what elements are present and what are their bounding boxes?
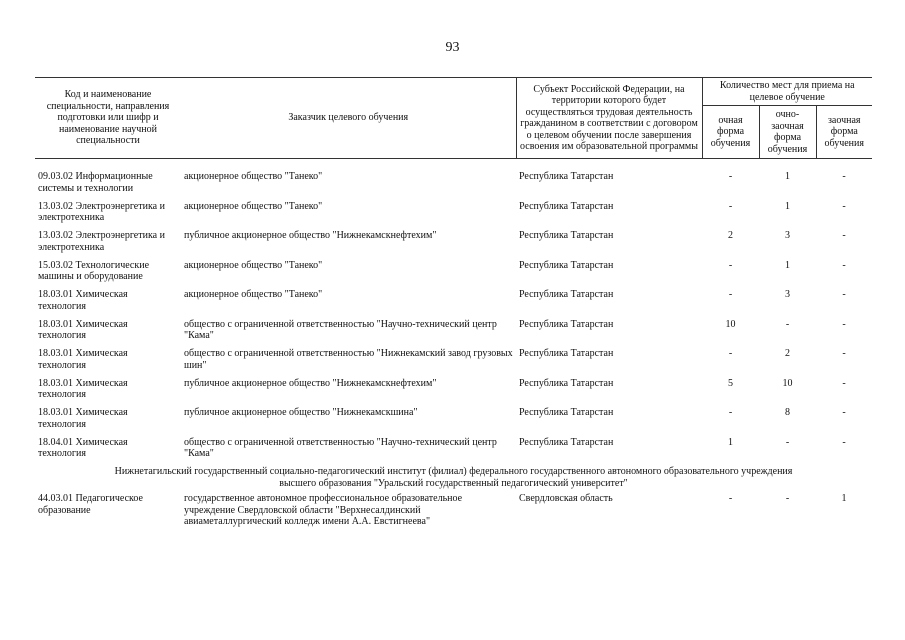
header-subject: Субъект Российской Федерации, на территории которого будет осуществляться трудовая деятельность гражданином в соответствии с договором о целевом обучении после завершения освоения им образовательной программы [516, 78, 702, 159]
cell-extra: - [842, 377, 846, 389]
cell-part: 2 [785, 348, 790, 359]
header-customer: Заказчик целевого обучения [181, 78, 516, 159]
cell-region: Республика Татарстан [519, 289, 614, 300]
cell-code: 15.03.02 Технологические машины и оборудование [38, 259, 150, 282]
cell-part: 3 [785, 289, 790, 300]
table-row [35, 201, 872, 231]
table-row [35, 260, 872, 290]
cell-region: Республика Татарстан [519, 407, 614, 418]
cell-full: 5 [728, 377, 733, 389]
page-number: 93 [445, 40, 460, 55]
cell-full: - [728, 493, 733, 504]
cell-full: - [728, 200, 733, 212]
table-row [35, 230, 872, 260]
cell-customer: общество с ограниченной ответственностью "Нижнекамский завод грузовых шин" [184, 348, 513, 371]
table-row [35, 493, 872, 528]
cell-full: - [728, 259, 733, 271]
cell-extra: - [842, 407, 846, 418]
cell-full: - [728, 171, 733, 182]
cell-extra: - [842, 436, 846, 448]
cell-code: 13.03.02 Электроэнергетика и электротехника [38, 230, 165, 253]
cell-customer: акционерное общество "Танеко" [184, 259, 323, 271]
cell-part: - [785, 318, 790, 330]
cell-extra: - [842, 348, 846, 359]
cell-code: 18.03.01 Химическая технология [38, 348, 128, 371]
cell-code: 18.03.01 Химическая технология [38, 377, 128, 400]
cell-code: 18.04.01 Химическая технология [38, 436, 128, 459]
cell-extra: - [842, 230, 846, 241]
table-row [35, 378, 872, 408]
header-code: Код и наименование специальности, направления подготовки или шифр и наименование научной специальности [35, 78, 181, 159]
cell-code: 18.03.01 Химическая технология [38, 407, 128, 430]
cell-customer: акционерное общество "Танеко" [184, 171, 323, 182]
header-full-time: очная форма обучения [702, 106, 759, 159]
cell-code: 09.03.02 Информационные системы и технологии [38, 171, 153, 194]
cell-customer: акционерное общество "Танеко" [184, 289, 323, 300]
cell-customer: общество с ограниченной ответственностью "Научно-технический центр "Кама" [184, 436, 497, 459]
cell-region: Республика Татарстан [519, 348, 614, 359]
cell-part: 3 [785, 230, 790, 241]
cell-customer: публичное акционерное общество "Нижнекамскнефтехим" [184, 230, 437, 241]
cell-region: Республика Татарстан [519, 436, 614, 448]
cell-extra: - [842, 259, 846, 271]
table-row [35, 407, 872, 437]
header-places: Количество мест для приема на целевое обучение [702, 78, 872, 106]
cell-part: - [785, 436, 790, 448]
institution-name: Нижнетагильский государственный социально-педагогический институт (филиал) федерального государственного автономного образовательного учреждения высшего образования "Уральский государственный педагогический университет" [114, 466, 793, 489]
cell-full: - [728, 289, 733, 300]
cell-region: Свердловская область [519, 493, 613, 504]
cell-region: Республика Татарстан [519, 377, 614, 389]
table-row [35, 171, 872, 201]
cell-customer: акционерное общество "Танеко" [184, 200, 323, 212]
cell-full: 1 [728, 436, 733, 448]
cell-code: 18.03.01 Химическая технология [38, 318, 128, 341]
cell-part: 8 [785, 407, 790, 418]
cell-customer: публичное акционерное общество "Нижнекамскнефтехим" [184, 377, 437, 389]
table-row [35, 348, 872, 378]
table-row [35, 289, 872, 319]
cell-extra: - [842, 289, 846, 300]
cell-extra: - [842, 318, 846, 330]
cell-code: 18.03.01 Химическая технология [38, 289, 128, 312]
cell-part: - [785, 493, 790, 504]
header-extramural: заочная форма обучения [816, 106, 872, 159]
cell-customer: государственное автономное профессиональное образовательное учреждение Свердловской области "Верхнесалдинский авиаметаллургический колледж имени А.А. Евстигнеева" [184, 493, 463, 527]
cell-customer: публичное акционерное общество "Нижнекамскшина" [184, 407, 418, 418]
cell-region: Республика Татарстан [519, 318, 614, 330]
cell-extra: - [842, 171, 846, 182]
cell-part: 1 [785, 171, 790, 182]
cell-extra: - [842, 200, 846, 212]
cell-part: 1 [785, 259, 790, 271]
cell-part: 10 [782, 377, 793, 389]
cell-part: 1 [785, 200, 790, 212]
cell-code: 13.03.02 Электроэнергетика и электротехника [38, 200, 165, 223]
cell-full: - [728, 348, 733, 359]
target-training-table [35, 77, 872, 528]
cell-full: 2 [728, 230, 733, 241]
header-part-time: очно-заочная форма обучения [759, 106, 816, 159]
cell-extra: 1 [841, 493, 847, 504]
cell-region: Республика Татарстан [519, 171, 614, 182]
table-row [35, 319, 872, 349]
table-row [35, 437, 872, 467]
cell-full: 10 [725, 318, 736, 330]
cell-region: Республика Татарстан [519, 259, 614, 271]
cell-full: - [728, 407, 733, 418]
institution-row [35, 466, 872, 493]
cell-region: Республика Татарстан [519, 230, 614, 241]
cell-region: Республика Татарстан [519, 200, 614, 212]
cell-customer: общество с ограниченной ответственностью "Научно-технический центр "Кама" [184, 318, 497, 341]
cell-code: 44.03.01 Педагогическое образование [38, 493, 143, 516]
